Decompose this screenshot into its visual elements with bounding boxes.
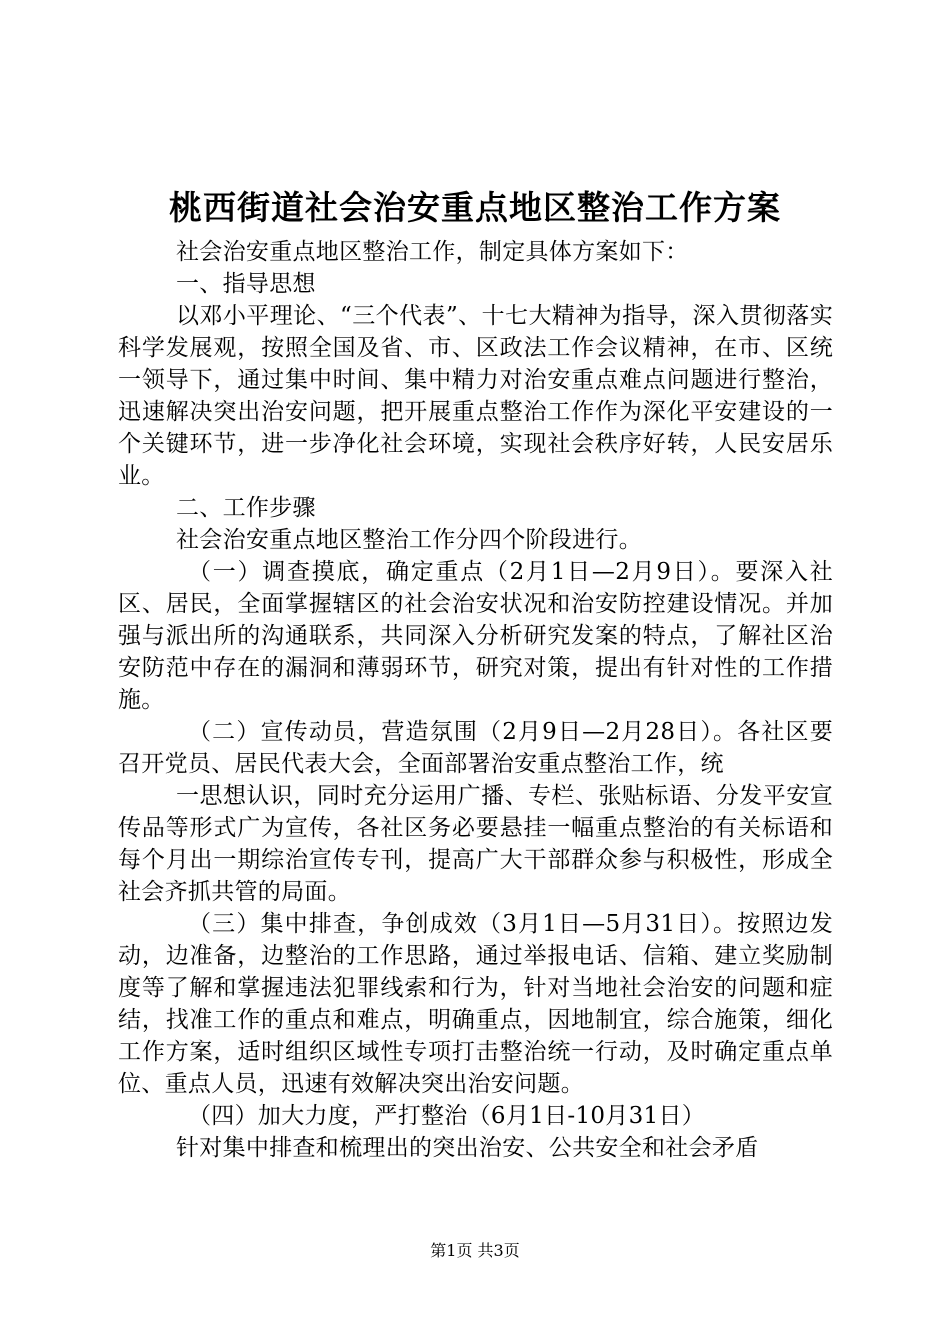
intro-paragraph: 社会治安重点地区整治工作，制定具体方案如下： [176,239,689,265]
step-three-paragraph: （三）集中排查，争创成效（3月1日—5月31日）。按照边发动，边准备，边整治的工作思路，通过举报电话、信箱、建立奖励制度等了解和掌握违法犯罪线索和行为，针对当地社会治安的问题和症结，找准工作的重点和难点，明确重点，因地制宜，综合施策，细化工作方案，适时组织区域性专项打击整治统一行动，及时确定重点单位、重点人员，迅速有效解决突出治安问题。 [118,911,833,1097]
page-number-footer: 第1页 共3页 [430,1241,520,1260]
document-title: 桃西街道社会治安重点地区整治工作方案 [169,188,781,227]
work-steps-intro-paragraph: 社会治安重点地区整治工作分四个阶段进行。 [176,527,642,553]
step-four-heading: （四）加大力度，严打整治（6月1日-10月31日） [188,1103,706,1129]
step-two-continued-paragraph: 一思想认识，同时充分运用广播、专栏、张贴标语、分发平安宣传品等形式广为宣传，各社区务必要悬挂一幅重点整治的有关标语和每个月出一期综治宣传专刊，提高广大干部群众参与积极性，形成全社会齐抓共管的局面。 [118,783,833,905]
section-heading-guiding-thought: 一、指导思想 [176,271,316,297]
document-body [118,236,833,1164]
step-two-paragraph: （二）宣传动员，营造氛围（2月9日—2月28日）。各社区要召开党员、居民代表大会，全面部署治安重点整治工作，统 [118,719,833,777]
guiding-thought-paragraph: 以邓小平理论、“三个代表”、十七大精神为指导，深入贯彻落实科学发展观，按照全国及省、市、区政法工作会议精神，在市、区统一领导下，通过集中时间、集中精力对治安重点难点问题进行整治，迅速解决突出治安问题，把开展重点整治工作作为深化平安建设的一个关键环节，进一步净化社会环境，实现社会秩序好转，人民安居乐业。 [118,303,833,489]
section-heading-work-steps: 二、工作步骤 [176,495,316,521]
step-four-paragraph: 针对集中排查和梳理出的突出治安、公共安全和社会矛盾 [176,1135,759,1161]
step-one-paragraph: （一）调查摸底，确定重点（2月1日—2月9日）。要深入社区、居民，全面掌握辖区的社会治安状况和治安防控建设情况。并加强与派出所的沟通联系，共同深入分析研究发案的特点，了解社区治安防范中存在的漏洞和薄弱环节，研究对策，提出有针对性的工作措施。 [118,559,833,713]
